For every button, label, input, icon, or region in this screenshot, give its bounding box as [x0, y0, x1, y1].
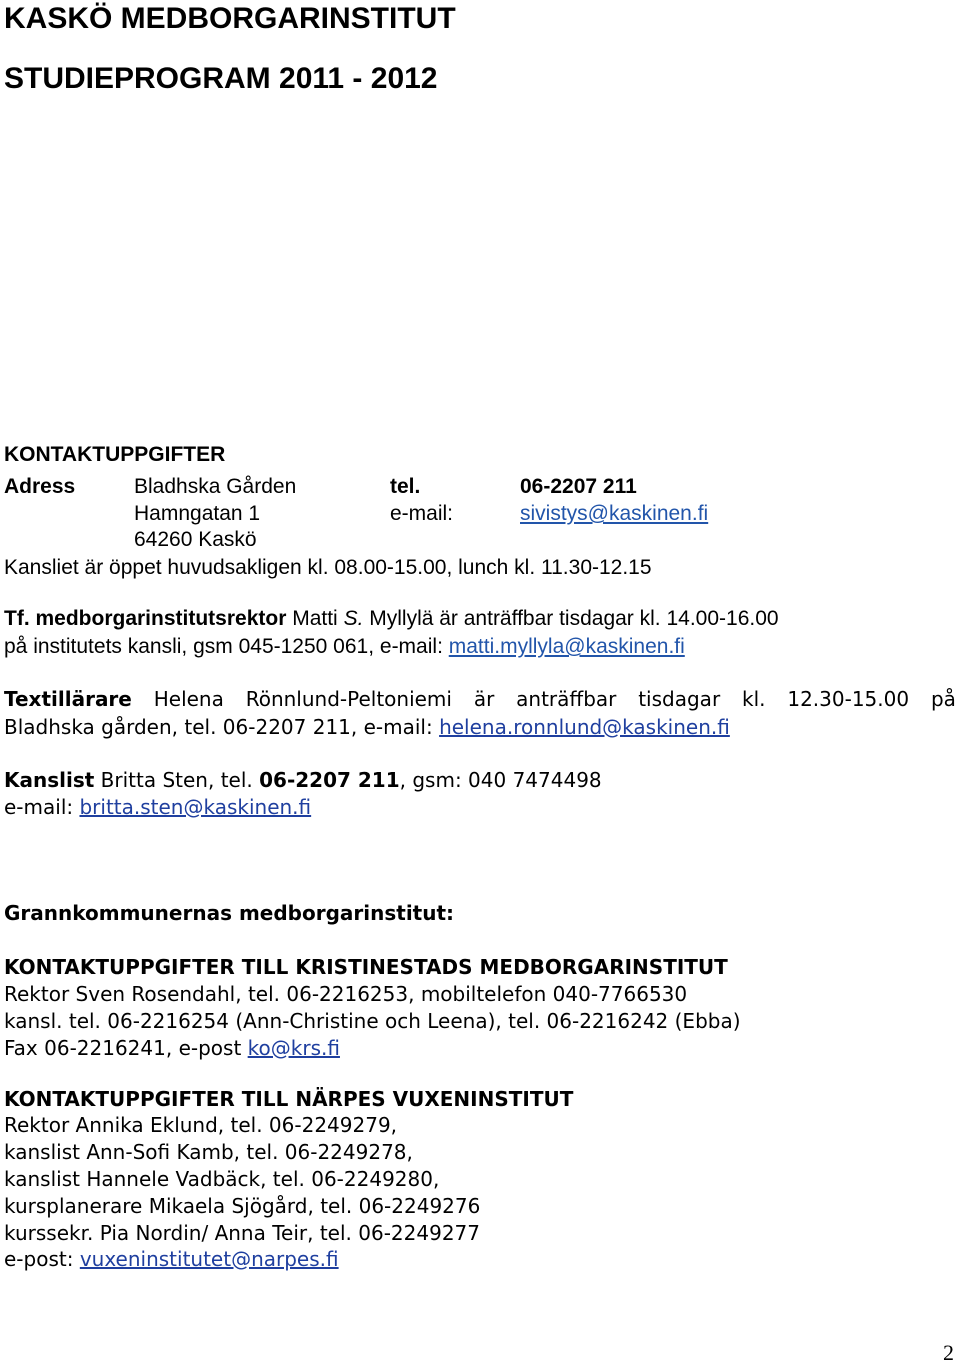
tel-label: tel. — [390, 475, 421, 498]
textile-line-2 — [4, 714, 730, 740]
kanslist-email-link[interactable]: britta.sten@kaskinen.fi — [79, 795, 312, 819]
rektor-title: Tf. medborgarinstitutsrektor — [4, 607, 287, 630]
kanslist-title: Kanslist — [4, 768, 95, 792]
textile-line-1 — [4, 686, 956, 712]
textile-line2-text: Bladhska gården, tel. 06-2207 211, e-mail: — [4, 715, 440, 739]
textile-word: kl. — [742, 687, 766, 711]
narpes-line-3: kanslist Hannele Vadbäck, tel. 06-2249280, — [4, 1167, 440, 1191]
page-title: KASKÖ MEDBORGARINSTITUT — [4, 2, 456, 35]
contact-heading: KONTAKTUPPGIFTER — [4, 443, 226, 466]
textile-email-link[interactable]: helena.ronnlund@kaskinen.fi — [439, 715, 730, 739]
rektor-initial: S. — [343, 607, 364, 630]
textile-word: anträffbar — [516, 687, 617, 711]
address-label: Adress — [4, 475, 76, 498]
narpes-email-link[interactable]: vuxeninstitutet@narpes.fi — [79, 1247, 339, 1271]
rektor-line1-rest: Myllylä är anträffbar tisdagar kl. 14.00-16.00 — [363, 607, 779, 630]
neighbors-heading: Grannkommunernas medborgarinstitut: — [4, 901, 455, 925]
kanslist-name: Britta Sten, tel. — [94, 768, 260, 792]
institute-email-link[interactable]: sivistys@kaskinen.fi — [520, 502, 709, 525]
rektor-line-1 — [4, 606, 779, 632]
rektor-name-pre: Matti — [286, 607, 344, 630]
textile-word: tisdagar — [638, 687, 721, 711]
narpes-line-1: Rektor Annika Eklund, tel. 06-2249279, — [4, 1113, 398, 1137]
kanslist-line-1 — [4, 767, 602, 793]
kristinestad-line3-text: Fax 06-2216241, e-post — [4, 1036, 248, 1060]
narpes-line-4: kursplanerare Mikaela Sjögård, tel. 06-2249276 — [4, 1194, 481, 1218]
narpes-line-6 — [4, 1246, 339, 1272]
address-line-3: 64260 Kaskö — [134, 528, 257, 551]
textile-word: 12.30-15.00 — [787, 687, 910, 711]
kristinestad-email-link[interactable]: ko@krs.fi — [247, 1036, 340, 1060]
address-line-2: Hamngatan 1 — [134, 502, 261, 525]
kristinestad-line-3 — [4, 1035, 340, 1061]
page-number: 2 — [943, 1340, 954, 1365]
kanslist-email-label: e-mail: — [4, 795, 80, 819]
address-line-1: Bladhska Gården — [134, 475, 297, 498]
textile-word: är — [473, 687, 495, 711]
textile-title: Textillärare — [4, 687, 132, 711]
kanslist-line-2 — [4, 794, 311, 820]
kristinestad-heading: KONTAKTUPPGIFTER TILL KRISTINESTADS MEDBORGARINSTITUT — [4, 955, 728, 979]
kanslist-gsm: , gsm: 040 7474498 — [399, 768, 602, 792]
office-hours: Kansliet är öppet huvudsakligen kl. 08.00-15.00, lunch kl. 11.30-12.15 — [4, 556, 652, 579]
textile-word: på — [930, 687, 956, 711]
narpes-line-5: kurssekr. Pia Nordin/ Anna Teir, tel. 06-2249277 — [4, 1221, 480, 1245]
email-label: e-mail: — [390, 502, 454, 525]
textile-word: Helena — [153, 687, 224, 711]
tel-value: 06-2207 211 — [520, 475, 637, 498]
kristinestad-line-2: kansl. tel. 06-2216254 (Ann-Christine och Leena), tel. 06-2216242 (Ebba) — [4, 1009, 741, 1033]
narpes-line-2: kanslist Ann-Sofi Kamb, tel. 06-2249278, — [4, 1140, 413, 1164]
kanslist-tel: 06-2207 211 — [259, 768, 400, 792]
textile-word: Rönnlund-Peltoniemi — [245, 687, 452, 711]
rektor-email-link[interactable]: matti.myllyla@kaskinen.fi — [448, 635, 685, 658]
kristinestad-line-1: Rektor Sven Rosendahl, tel. 06-2216253, mobiltelefon 040-7766530 — [4, 982, 688, 1006]
rektor-line2-text: på institutets kansli, gsm 045-1250 061, e-mail: — [4, 635, 449, 658]
narpes-line6-text: e-post: — [4, 1247, 80, 1271]
narpes-heading: KONTAKTUPPGIFTER TILL NÄRPES VUXENINSTITUT — [4, 1087, 574, 1111]
rektor-line-2 — [4, 634, 685, 660]
page-subtitle: STUDIEPROGRAM 2011 - 2012 — [4, 62, 438, 95]
